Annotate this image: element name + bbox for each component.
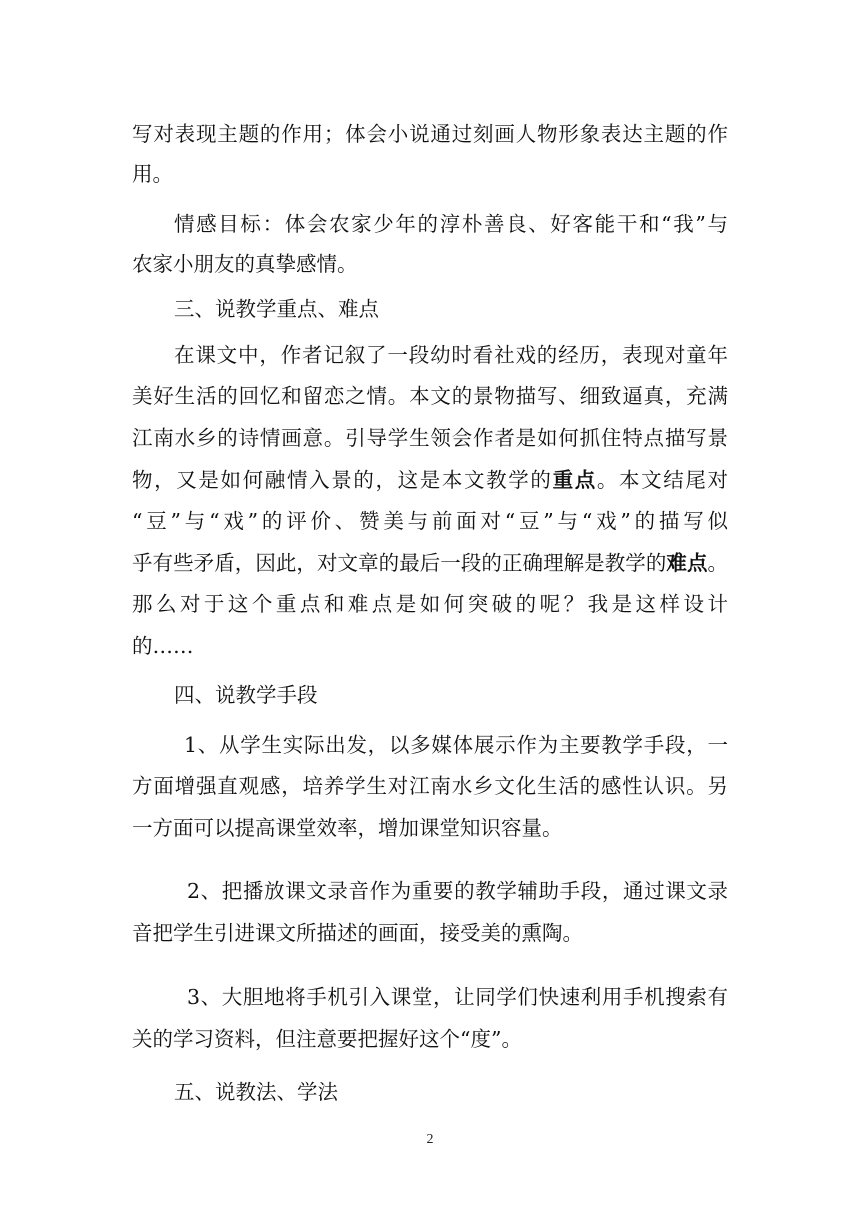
line-text: 物，又是如何融情入景的，这是本文教学的: [132, 468, 553, 492]
section-heading: 三、说教学重点、难点: [174, 297, 379, 321]
paragraph-line: 1、从学生实际出发，以多媒体展示作为主要教学手段，一: [184, 733, 728, 757]
paragraph-line: 用。: [132, 162, 173, 186]
paragraph-line: “豆”与“戏”的评价、赞美与前面对“豆”与“戏”的描写似: [132, 509, 728, 533]
paragraph-line: 农家小朋友的真挚感情。: [132, 252, 358, 276]
paragraph-line: [132, 543, 728, 583]
paragraph-line: 情感目标：体会农家少年的淳朴善良、好客能干和“我”与: [174, 212, 728, 236]
emphasis-key-point: 重点: [552, 468, 597, 492]
line-text: 乎有些矛盾，因此，对文章的最后一段的正确理解是教学的: [132, 551, 667, 575]
paragraph-line: 一方面可以提高课堂效率，增加课堂知识容量。: [132, 816, 563, 840]
paragraph-line: 那么对于这个重点和难点是如何突破的呢？我是这样设计: [132, 592, 728, 616]
paragraph-line: 音把学生引进课文所描述的画面，接受美的熏陶。: [132, 921, 583, 945]
paragraph-line: 方面增强直观感，培养学生对江南水乡文化生活的感性认识。另: [132, 774, 728, 798]
paragraph-line: 2、把播放课文录音作为重要的教学辅助手段，通过课文录: [187, 879, 728, 903]
line-text: 。本文结尾对: [596, 468, 729, 492]
paragraph-line: 在课文中，作者记叙了一段幼时看社戏的经历，表现对童年: [174, 343, 728, 367]
page-number: 2: [426, 1132, 434, 1147]
section-heading: 四、说教学手段: [174, 683, 318, 707]
paragraph-line: [132, 460, 728, 500]
paragraph-line: 3、大胆地将手机引入课堂，让同学们快速利用手机搜索有: [187, 985, 728, 1009]
section-heading: 五、说教法、学法: [174, 1080, 338, 1104]
emphasis-difficulty: 难点: [666, 551, 708, 575]
paragraph-line: 的……: [132, 634, 194, 658]
paragraph-line: 美好生活的回忆和留恋之情。本文的景物描写、细致逼真，充满: [132, 384, 728, 408]
paragraph-line: 关的学习资料，但注意要把握好这个“度”。: [132, 1027, 522, 1051]
line-text: 。: [707, 551, 729, 575]
paragraph-line: 写对表现主题的作用；体会小说通过刻画人物形象表达主题的作: [132, 122, 728, 146]
paragraph-line: 江南水乡的诗情画意。引导学生领会作者是如何抓住特点描写景: [132, 426, 728, 450]
